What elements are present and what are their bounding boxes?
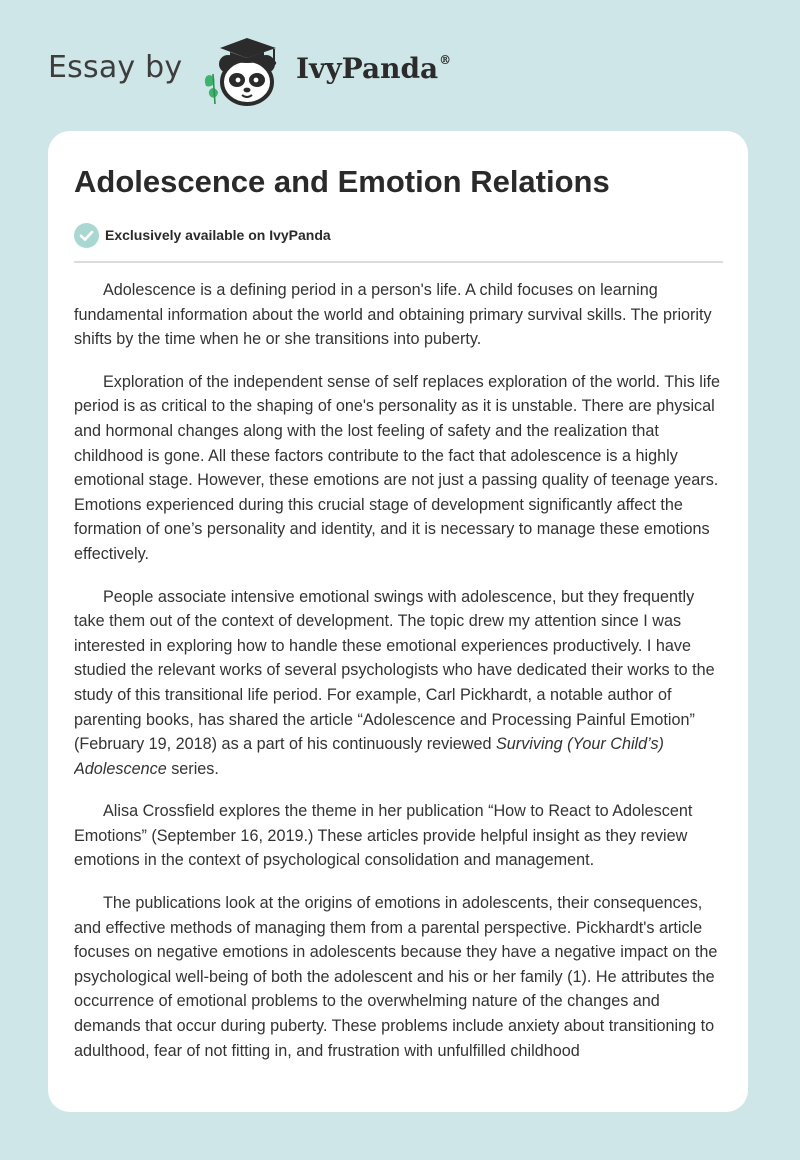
brand-name[interactable]	[296, 52, 451, 85]
essay-card	[48, 131, 748, 1112]
paragraph-4: Alisa Crossfield explores the theme in her publication “How to React to Adolescent Emotions” (September 16, 2019.) These articles provide helpful insight as they review emotions in the context of psychological consolidation and management.	[74, 802, 693, 870]
exclusive-badge-text: Exclusively available on IvyPanda	[105, 227, 331, 243]
paragraph-2: Exploration of the independent sense of self replaces exploration of the world. This life period is as critical to the shaping of one's personality as it is unstable. There are physical and hormonal changes along with the lost feeling of safety and the realization that childhood is gone. All these factors contribute to the fact that adolescence is a highly emotional stage. However, these emotions are not just a passing quality of teenage years. Emotions experienced during this crucial stage of development significantly affect the formation of one’s personality and identity, and it is necessary to manage these emotions effectively.	[74, 372, 720, 563]
paragraph-5: The publications look at the origins of emotions in adolescents, their consequences, and effective methods of managing them from a parental perspective. Pickhardt's article focuses on negative emotions in adolescents because they have a negative impact on the psychological well-being of both the adolescent and his or her family (1). He attributes the occurrence of emotional problems to the overwhelming nature of the changes and demands that occur during puberty. These problems include anxiety about transitioning to adulthood, fear of not fitting in, and frustration with unfulfilled childhood	[74, 894, 718, 1060]
brand-text: IvyPanda	[296, 52, 439, 85]
paragraph-3-tail: series.	[166, 759, 219, 778]
paragraph-3-text: People associate intensive emotional swings with adolescence, but they frequently take them out of the context of development. The topic drew my attention since I was interested in exploring how to handle these emotional experiences productively. I have studied the relevant works of several psychologists who have dedicated their works to the study of this transitional life period. For example, Carl Pickhardt, a notable author of parenting books, has shared the article “Adolescence and Processing Painful Emotion” (February 19, 2018) as a part of his continuously reviewed	[74, 587, 715, 754]
exclusive-badge	[74, 222, 331, 248]
site-header	[0, 0, 800, 130]
registered-mark: ®	[439, 52, 452, 67]
panda-graduate-icon[interactable]	[200, 34, 292, 110]
paragraph-3	[74, 585, 724, 782]
paragraph-1: Adolescence is a defining period in a person's life. A child focuses on learning fundamental information about the world and obtaining primary survival skills. The priority shifts by the time when he or she transitions into puberty.	[74, 281, 712, 349]
series-title: Surviving (Your Child’s) Adolescence	[74, 735, 664, 778]
essay-title: Adolescence and Emotion Relations	[74, 164, 610, 199]
essay-by-label: Essay by	[48, 50, 183, 85]
essay-body	[74, 278, 724, 1098]
check-circle-icon	[74, 223, 99, 248]
title-divider	[74, 261, 723, 263]
